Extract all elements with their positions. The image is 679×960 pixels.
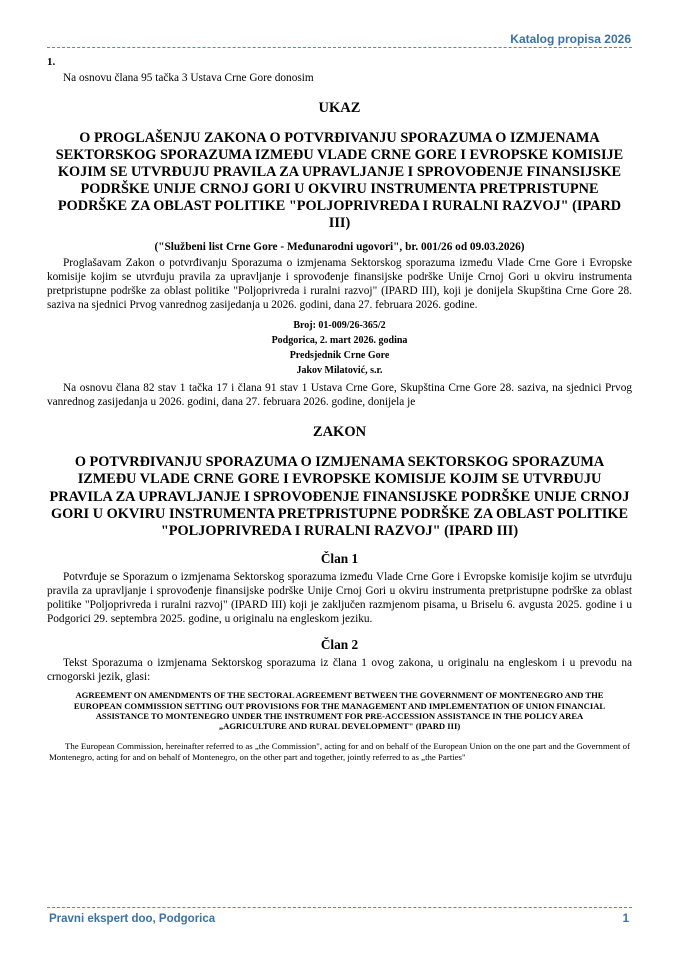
article-2-text: Tekst Sporazuma o izmjenama Sektorskog sporazuma iz člana 1 ovog zakona, u originalu na engleskom i u prevodu na crnogorski jezik, glasi: [47, 657, 632, 684]
signature-role: Predsjednik Crne Gore [289, 350, 390, 361]
agreement-title: AGREEMENT ON AMENDMENTS OF THE SECTORAL AGREEMENT BETWEEN THE GOVERNMENT OF MONTENEGRO AND THE EUROPEAN COMMISSION SETTING OUT PROVISIONS FOR THE MANAGEMENT AND IMPLEMENTATION OF UNION FINANCIAL ASSISTANCE TO MONTENEGRO UNDER THE INSTRUMENT FOR PRE-ACCESSION ASSISTANCE IN THE POLICY AREA „AGRICULTURE AND RURAL DEVELOPMENT" (IPARD III) [73, 690, 606, 732]
signature-name: Jakov Milatović, s.r. [296, 365, 383, 376]
proclamation-text: Proglašavam Zakon o potvrđivanju Sporazuma o izmjenama Sektorskog sporazuma između Vlade Crne Gore i Evropske komisije kojim se utvrđuju pravila za upravljanje i sprovođenje finansijske podrške Unije Crnoj Gori u okviru instrumenta pretpristupne podrške za oblast politike "Poljoprivreda i ruralni razvoj" (IPARD III), koji je donijela Skupština Crne Gore 28. saziva na sjednici Prvog vanrednog zasijedanja u 2026. godini, dana 27. februara 2026. godine. [47, 257, 632, 311]
footer-publisher: Pravni ekspert doo, Podgorica [49, 913, 216, 925]
footer-divider [47, 907, 632, 908]
header-divider [47, 47, 632, 48]
page-number: 1 [622, 913, 629, 925]
document-number: 1. [47, 56, 56, 68]
zakon-title: ZAKON [312, 424, 367, 440]
signature-place-date: Podgorica, 2. mart 2026. godina [271, 335, 408, 346]
signature-number: Broj: 01-009/26-365/2 [293, 320, 386, 331]
article-1-text: Potvrđuje se Sporazum o izmjenama Sektorskog sporazuma između Vlade Crne Gore i Evropske komisije kojim se utvrđuju pravila za upravljanje i sprovođenje finansijske podrške Unije Crnoj Gori u okviru instrumenta pretpristupne podrške za oblast politike "Poljoprivreda i ruralni razvoj" (IPARD III) koji je zaključen razmjenom pisama, u Briselu 6. avgusta 2025. godine i u Podgorici 29. septembra 2025. godine, u originalu na engleskom jeziku. [47, 571, 632, 626]
ukaz-subject: O PROGLAŠENJU ZAKONA O POTVRĐIVANJU SPORAZUMA O IZMJENAMA SEKTORSKOG SPORAZUMA IZMEĐU VLADE CRNE GORE I EVROPSKE KOMISIJE KOJIM SE UTVRĐUJU PRAVILA ZA UPRAVLJANJE I SPROVOĐENJE FINANSIJSKE PODRŠKE UNIJE CRNOJ GORI U OKVIRU INSTRUMENTA PRETPRISTUPNE PODRŠKE ZA OBLAST POLITIKE "POLJOPRIVREDA I RURALNI RAZVOJ" (IPARD III) [55, 130, 624, 231]
ukaz-title: UKAZ [318, 100, 361, 116]
signature-block [47, 318, 632, 378]
intro-text: Na osnovu člana 95 tačka 3 Ustava Crne Gore donosim [63, 72, 314, 84]
catalog-header: Katalog propisa 2026 [510, 32, 631, 46]
agreement-text: The European Commission, hereinafter referred to as „the Commission", acting for and on behalf of the European Union on the one part and the Government of Montenegro, acting for and on behalf of Montenegro, on the other part and together, jointly referred to as „the Parties" [49, 740, 630, 762]
article-2-title: Član 2 [320, 637, 359, 653]
article-1-title: Član 1 [320, 551, 359, 567]
gazette-reference: ("Službeni list Crne Gore - Međunarodni ugovori", br. 001/26 od 09.03.2026) [154, 241, 525, 253]
document-body [47, 56, 632, 763]
zakon-subject: O POTVRĐIVANJU SPORAZUMA O IZMJENAMA SEKTORSKOG SPORAZUMA IZMEĐU VLADE CRNE GORE I EVROPSKE KOMISIJE KOJIM SE UTVRĐUJU PRAVILA ZA UPRAVLJANJE I SPROVOĐENJE FINANSIJSKE PODRŠKE UNIJE CRNOJ GORI U OKVIRU INSTRUMENTA PRETPRISTUPNE PODRŠKE ZA OBLAST POLITIKE "POLJOPRIVREDA I RURALNI RAZVOJ" (IPARD III) [49, 454, 630, 540]
basis-text: Na osnovu člana 82 stav 1 tačka 17 i člana 91 stav 1 Ustava Crne Gore, Skupština Crne Gore 28. saziva, na sjednici Prvog vanrednog zasijedanja u 2026. godini, dana 27. februara 2026. godine, donijela je [47, 382, 632, 408]
